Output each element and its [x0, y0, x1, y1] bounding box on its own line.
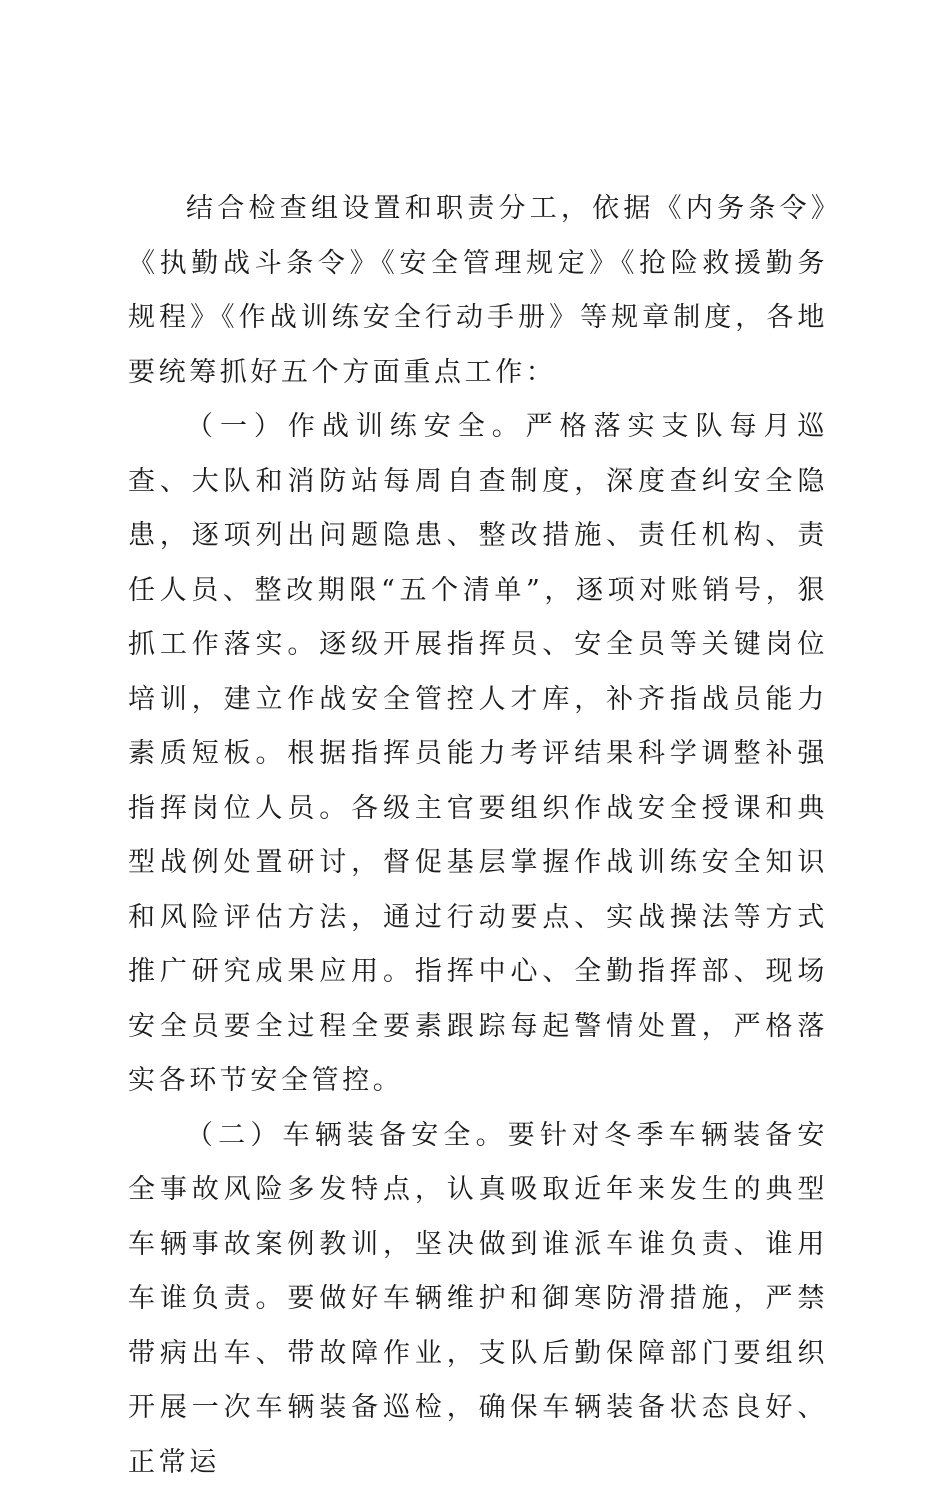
- paragraph-vehicle-equipment-safety: （二）车辆装备安全。要针对冬季车辆装备安全事故风险多发特点，认真吸取近年来发生的典型车辆事故案例教训，坚决做到谁派车谁负责、谁用车谁负责。要做好车辆维护和御寒防滑措施，严禁带病出车、带故障作业，支队后勤保障部门要组织开展一次车辆装备巡检，确保车辆装备状态良好、正常运: [128, 1109, 828, 1490]
- document-body: [128, 182, 828, 1490]
- paragraph-combat-training-safety: （一）作战训练安全。严格落实支队每月巡查、大队和消防站每周自查制度，深度查纠安全隐患，逐项列出问题隐患、整改措施、责任机构、责任人员、整改期限“五个清单”，逐项对账销号，狠抓工作落实。逐级开展指挥员、安全员等关键岗位培训，建立作战安全管控人才库，补齐指战员能力素质短板。根据指挥员能力考评结果科学调整补强指挥岗位人员。各级主官要组织作战安全授课和典型战例处置研讨，督促基层掌握作战训练安全知识和风险评估方法，通过行动要点、实战操法等方式推广研究成果应用。指挥中心、全勤指挥部、现场安全员要全过程全要素跟踪每起警情处置，严格落实各环节安全管控。: [128, 400, 828, 1109]
- paragraph-intro: 结合检查组设置和职责分工，依据《内务条令》《执勤战斗条令》《安全管理规定》《抢险救援勤务规程》《作战训练安全行动手册》等规章制度，各地要统筹抓好五个方面重点工作：: [128, 182, 828, 400]
